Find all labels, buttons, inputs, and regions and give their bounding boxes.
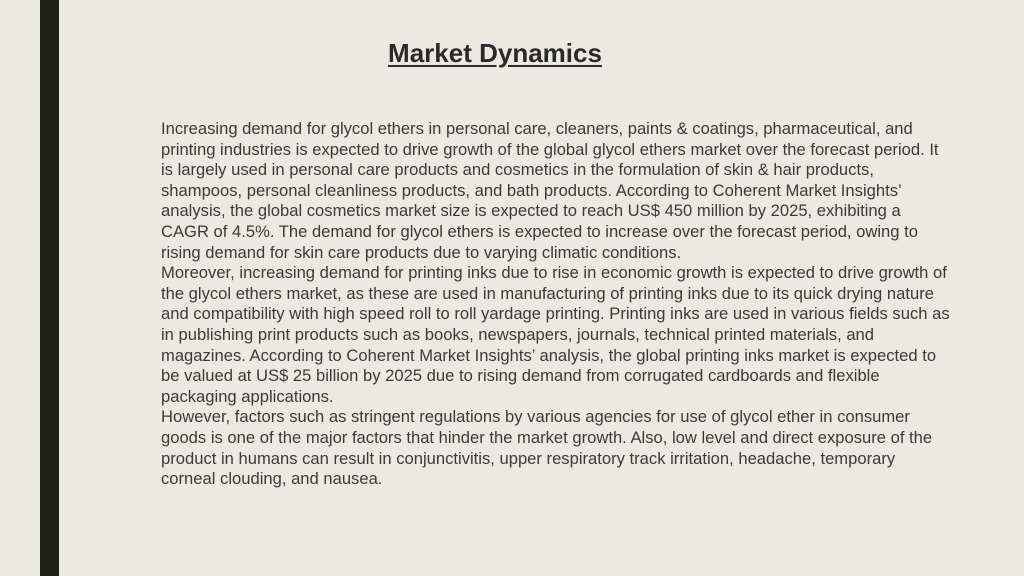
slide-accent-bar bbox=[40, 0, 59, 576]
slide-title: Market Dynamics bbox=[388, 38, 602, 68]
paragraph-printing-inks: Moreover, increasing demand for printing inks due to rise in economic growth is expected to drive growth of the glycol ethers market, as these are used in manufacturing of printing inks due to its quick drying nature and compatibility with high speed roll to roll yardage printing. Printing inks are used in various fields such as in publishing print products such as books, newspapers, journals, technical printed materials, and magazines. According to Coherent Market Insights’ analysis, the global printing inks market is expected to be valued at US$ 25 billion by 2025 due to rising demand from corrugated cardboards and flexible packaging applications. bbox=[161, 263, 950, 406]
paragraph-restraints: However, factors such as stringent regulations by various agencies for use of glycol ether in consumer goods is one of the major factors that hinder the market growth. Also, low level and direct exposure of the product in humans can result in conjunctivitis, upper respiratory track irritation, headache, temporary corneal clouding, and nausea. bbox=[161, 407, 933, 489]
slide-body bbox=[161, 119, 951, 490]
paragraph-demand-drivers: Increasing demand for glycol ethers in personal care, cleaners, paints & coatings, pharmaceutical, and printing industries is expected to drive growth of the global glycol ethers market over the forecast period. It is largely used in personal care products and cosmetics in the formulation of skin & hair products, shampoos, personal cleanliness products, and bath products. According to Coherent Market Insights’ analysis, the global cosmetics market size is expected to reach US$ 450 million by 2025, exhibiting a CAGR of 4.5%. The demand for glycol ethers is expected to increase over the forecast period, owing to rising demand for skin care products due to varying climatic conditions. bbox=[161, 119, 939, 262]
